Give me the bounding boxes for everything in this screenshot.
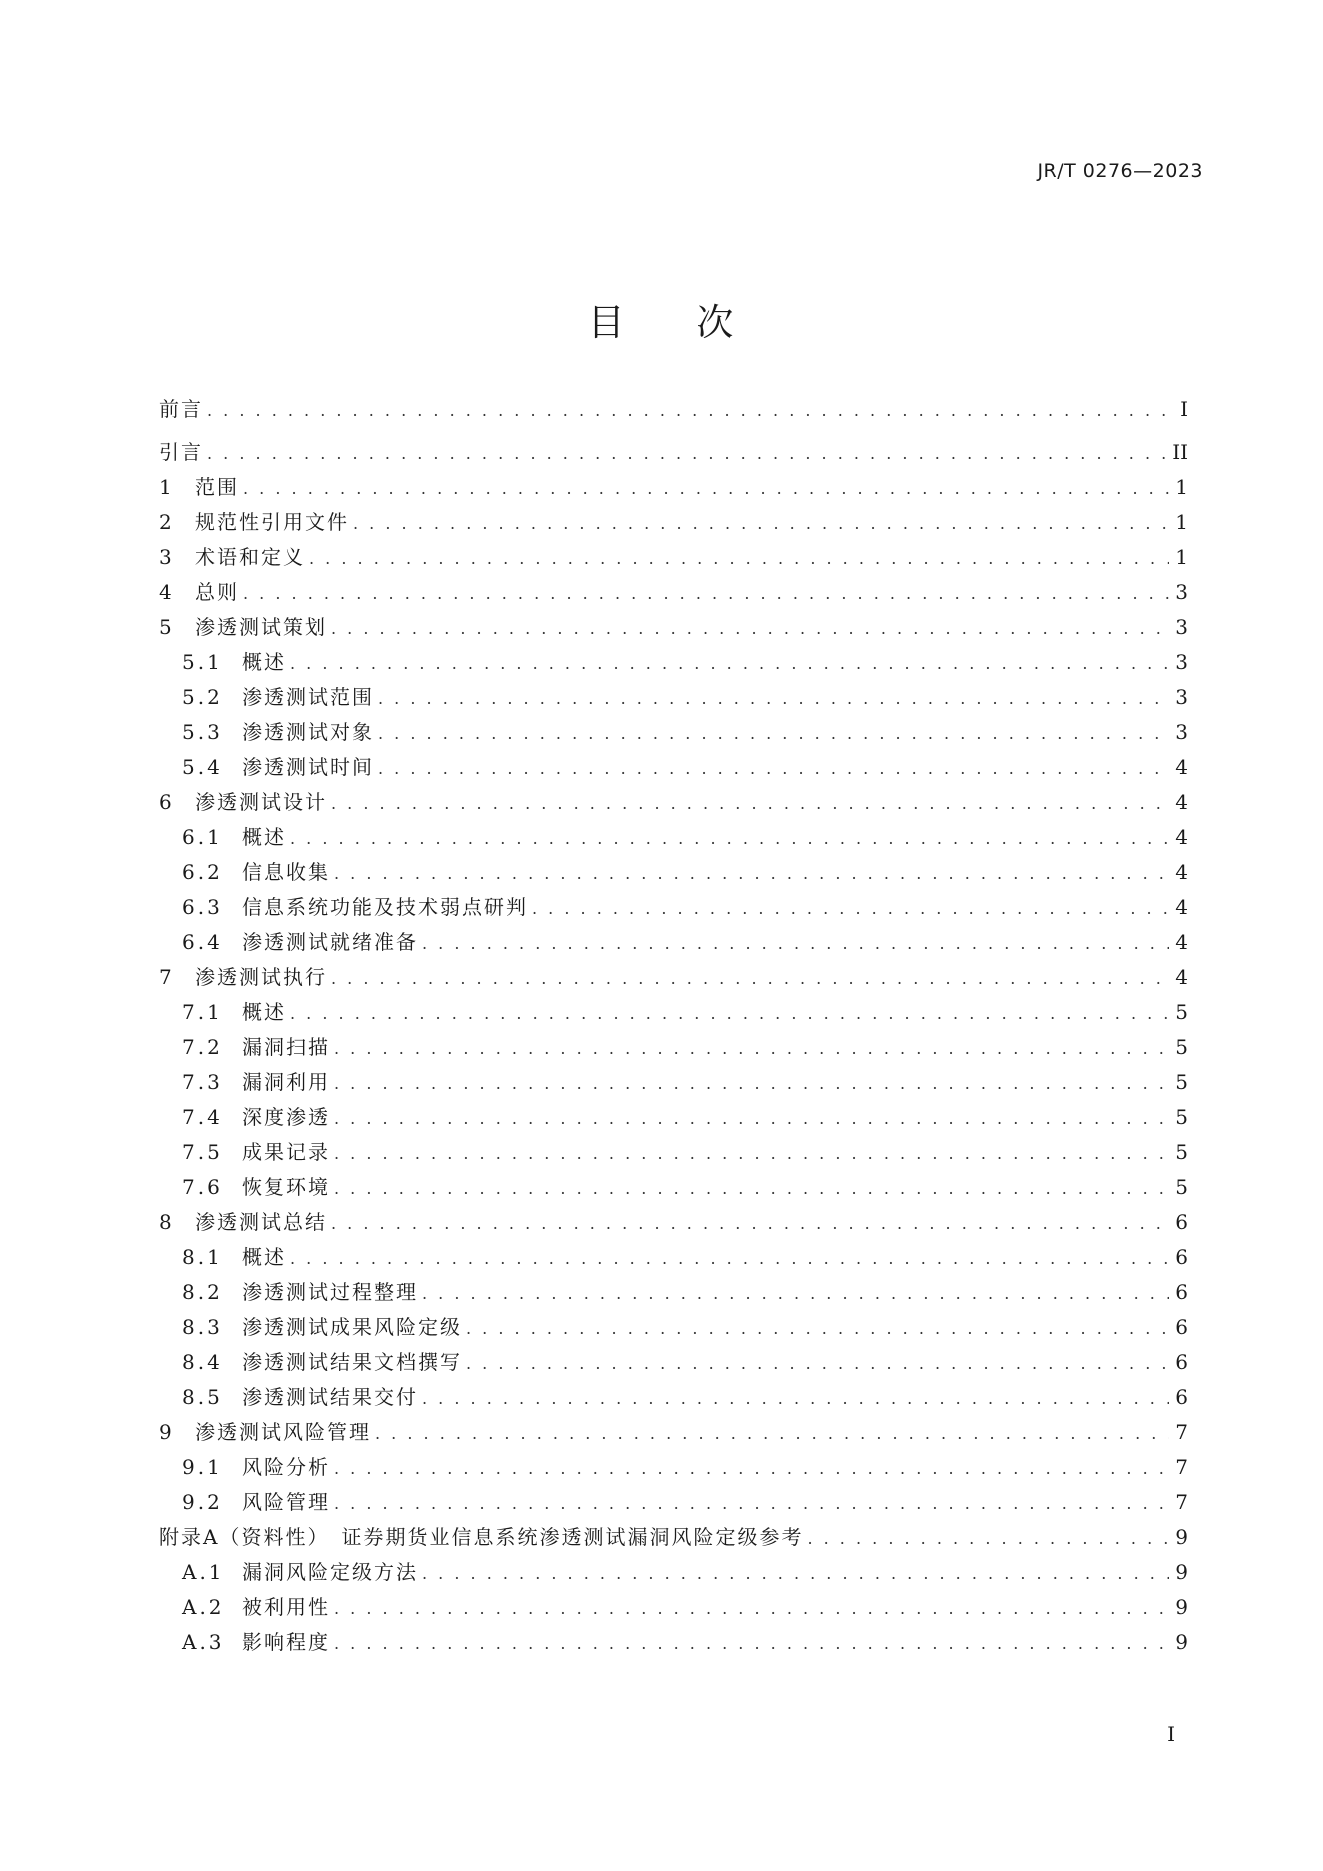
toc-entry-page: 6 bbox=[1175, 1210, 1188, 1234]
toc-dot-leader bbox=[334, 1486, 1169, 1521]
toc-entry-label: 被利用性 bbox=[242, 1595, 330, 1619]
toc-dot-leader bbox=[422, 1556, 1169, 1591]
toc-entry-page: 9 bbox=[1175, 1630, 1188, 1654]
toc-entry-number: 5.3 bbox=[182, 720, 223, 744]
toc-entry-number: 9 bbox=[159, 1420, 175, 1444]
toc-dot-leader bbox=[466, 1346, 1169, 1381]
toc-entry-page: 4 bbox=[1175, 895, 1188, 919]
toc-entry-number: 7.4 bbox=[182, 1105, 223, 1129]
toc-entry[interactable] bbox=[159, 1065, 1188, 1100]
toc-entry[interactable] bbox=[159, 855, 1188, 890]
toc-entry-page: 3 bbox=[1175, 580, 1188, 604]
toc-entry-page: 6 bbox=[1175, 1350, 1188, 1374]
toc-entry[interactable] bbox=[159, 1415, 1188, 1450]
toc-dot-leader bbox=[807, 1521, 1169, 1556]
toc-entry-page: 3 bbox=[1175, 615, 1188, 639]
toc-entry-label: 恢复环境 bbox=[242, 1175, 330, 1199]
toc-dot-leader bbox=[375, 1416, 1169, 1451]
toc-entry-page: 6 bbox=[1175, 1280, 1188, 1304]
toc-entry-page: 4 bbox=[1175, 860, 1188, 884]
toc-dot-leader bbox=[334, 1171, 1169, 1206]
toc-entry-page: 5 bbox=[1175, 1035, 1188, 1059]
page-number: I bbox=[1167, 1722, 1175, 1746]
toc-entry-number: 5.1 bbox=[182, 650, 223, 674]
toc-dot-leader bbox=[334, 1626, 1169, 1661]
toc-entry-label: 漏洞扫描 bbox=[242, 1035, 330, 1059]
toc-entry[interactable] bbox=[159, 1485, 1188, 1520]
toc-entry-page: 5 bbox=[1175, 1000, 1188, 1024]
toc-entry-page: 1 bbox=[1175, 510, 1188, 534]
toc-entry-label: 影响程度 bbox=[242, 1630, 330, 1654]
toc-entry-label: 信息收集 bbox=[242, 860, 330, 884]
toc-entry[interactable] bbox=[159, 1555, 1188, 1590]
toc-entry-page: 6 bbox=[1175, 1245, 1188, 1269]
toc-entry[interactable] bbox=[159, 750, 1188, 785]
toc-entry-label: 信息系统功能及技术弱点研判 bbox=[242, 895, 528, 919]
toc-dot-leader bbox=[334, 1591, 1169, 1626]
toc-entry[interactable] bbox=[159, 575, 1188, 610]
toc-entry[interactable] bbox=[159, 1275, 1188, 1310]
toc-dot-leader bbox=[207, 393, 1170, 428]
toc-entry-number: 6.2 bbox=[182, 860, 223, 884]
toc-entry-number: 6.1 bbox=[182, 825, 223, 849]
toc-entry-number: 5.2 bbox=[182, 685, 223, 709]
toc-entry-number: 8.4 bbox=[182, 1350, 223, 1374]
toc-entry-label: 规范性引用文件 bbox=[195, 510, 349, 534]
toc-dot-leader bbox=[353, 506, 1169, 541]
toc-dot-leader bbox=[334, 856, 1169, 891]
table-of-contents bbox=[159, 392, 1188, 1660]
toc-entry-number: 7.2 bbox=[182, 1035, 223, 1059]
toc-entry-page: II bbox=[1172, 440, 1188, 464]
toc-entry-label: 前言 bbox=[159, 397, 203, 421]
toc-dot-leader bbox=[290, 1241, 1169, 1276]
toc-entry-page: 3 bbox=[1175, 650, 1188, 674]
toc-entry-page: 9 bbox=[1175, 1595, 1188, 1619]
toc-entry[interactable] bbox=[159, 1240, 1188, 1275]
toc-entry-number: 5.4 bbox=[182, 755, 223, 779]
toc-entry[interactable] bbox=[159, 995, 1188, 1030]
toc-entry-page: 1 bbox=[1175, 545, 1188, 569]
toc-entry-page: 4 bbox=[1175, 755, 1188, 779]
toc-entry-label: 附录A（资料性） 证券期货业信息系统渗透测试漏洞风险定级参考 bbox=[159, 1525, 804, 1549]
toc-dot-leader bbox=[422, 1276, 1169, 1311]
toc-dot-leader bbox=[334, 1066, 1169, 1101]
toc-entry[interactable] bbox=[159, 715, 1188, 750]
toc-entry[interactable] bbox=[159, 1590, 1188, 1625]
toc-entry-number: 7.1 bbox=[182, 1000, 223, 1024]
toc-entry-label: 渗透测试范围 bbox=[242, 685, 374, 709]
toc-entry-label: 渗透测试过程整理 bbox=[242, 1280, 418, 1304]
toc-entry-page: 5 bbox=[1175, 1105, 1188, 1129]
toc-entry[interactable] bbox=[159, 540, 1188, 575]
toc-entry-number: 8.3 bbox=[182, 1315, 223, 1339]
toc-entry-page: 9 bbox=[1175, 1560, 1188, 1584]
toc-entry-page: 5 bbox=[1175, 1175, 1188, 1199]
toc-entry-number: 7.3 bbox=[182, 1070, 223, 1094]
toc-entry[interactable] bbox=[159, 680, 1188, 715]
toc-dot-leader bbox=[378, 681, 1169, 716]
toc-dot-leader bbox=[331, 786, 1169, 821]
toc-entry-page: 5 bbox=[1175, 1140, 1188, 1164]
toc-dot-leader bbox=[466, 1311, 1169, 1346]
toc-dot-leader bbox=[422, 1381, 1169, 1416]
toc-entry-page: 9 bbox=[1175, 1525, 1188, 1549]
toc-entry-number: A.3 bbox=[182, 1630, 225, 1654]
toc-dot-leader bbox=[309, 541, 1169, 576]
toc-entry[interactable] bbox=[159, 1310, 1188, 1345]
toc-dot-leader bbox=[290, 646, 1169, 681]
toc-dot-leader bbox=[334, 1101, 1169, 1136]
toc-entry[interactable] bbox=[159, 1520, 1188, 1555]
standard-code: JR/T 0276—2023 bbox=[1037, 160, 1203, 182]
toc-entry-label: 概述 bbox=[242, 650, 286, 674]
toc-entry-page: I bbox=[1180, 397, 1188, 421]
toc-entry-label: 概述 bbox=[242, 825, 286, 849]
toc-entry[interactable] bbox=[159, 435, 1188, 470]
toc-entry-page: 7 bbox=[1175, 1490, 1188, 1514]
toc-entry-page: 7 bbox=[1175, 1455, 1188, 1479]
toc-entry-label: 引言 bbox=[159, 440, 203, 464]
toc-dot-leader bbox=[378, 716, 1169, 751]
toc-entry-label: 概述 bbox=[242, 1000, 286, 1024]
toc-entry[interactable] bbox=[159, 960, 1188, 995]
toc-entry[interactable] bbox=[159, 1100, 1188, 1135]
toc-entry-label: 概述 bbox=[242, 1245, 286, 1269]
toc-entry-label: 渗透测试成果风险定级 bbox=[242, 1315, 462, 1339]
toc-entry-label: 渗透测试对象 bbox=[242, 720, 374, 744]
toc-dot-leader bbox=[331, 1206, 1169, 1241]
toc-entry-page: 4 bbox=[1175, 930, 1188, 954]
toc-dot-leader bbox=[334, 1451, 1169, 1486]
toc-dot-leader bbox=[290, 996, 1169, 1031]
toc-dot-leader bbox=[422, 926, 1169, 961]
toc-dot-leader bbox=[243, 576, 1169, 611]
toc-entry-number: 7.6 bbox=[182, 1175, 223, 1199]
toc-entry-label: 渗透测试就绪准备 bbox=[242, 930, 418, 954]
toc-entry-number: 7 bbox=[159, 965, 175, 989]
toc-entry-label: 漏洞利用 bbox=[242, 1070, 330, 1094]
toc-dot-leader bbox=[331, 961, 1169, 996]
toc-entry[interactable] bbox=[159, 1450, 1188, 1485]
toc-entry[interactable] bbox=[159, 1170, 1188, 1205]
toc-dot-leader bbox=[243, 471, 1169, 506]
toc-entry[interactable] bbox=[159, 820, 1188, 855]
toc-entry-page: 7 bbox=[1175, 1420, 1188, 1444]
toc-entry-label: 渗透测试设计 bbox=[195, 790, 327, 814]
toc-entry[interactable] bbox=[159, 1625, 1188, 1660]
toc-entry-label: 渗透测试风险管理 bbox=[195, 1420, 371, 1444]
toc-entry-number: 5 bbox=[159, 615, 175, 639]
toc-entry-number: 6.3 bbox=[182, 895, 223, 919]
toc-entry-page: 3 bbox=[1175, 685, 1188, 709]
toc-entry-number: 7.5 bbox=[182, 1140, 223, 1164]
toc-entry-label: 漏洞风险定级方法 bbox=[242, 1560, 418, 1584]
toc-entry-page: 6 bbox=[1175, 1385, 1188, 1409]
toc-dot-leader bbox=[378, 751, 1169, 786]
toc-entry-label: 范围 bbox=[195, 475, 239, 499]
toc-entry-label: 总则 bbox=[195, 580, 239, 604]
toc-entry[interactable] bbox=[159, 925, 1188, 960]
toc-entry-number: 9.2 bbox=[182, 1490, 223, 1514]
toc-entry-page: 4 bbox=[1175, 965, 1188, 989]
toc-entry-page: 5 bbox=[1175, 1070, 1188, 1094]
toc-entry-label: 风险管理 bbox=[242, 1490, 330, 1514]
toc-entry-number: 8.2 bbox=[182, 1280, 223, 1304]
toc-entry-number: 8.5 bbox=[182, 1385, 223, 1409]
toc-entry[interactable] bbox=[159, 645, 1188, 680]
toc-entry-number: 8 bbox=[159, 1210, 175, 1234]
toc-dot-leader bbox=[290, 821, 1169, 856]
toc-entry-number: 6 bbox=[159, 790, 175, 814]
toc-entry[interactable] bbox=[159, 392, 1188, 435]
toc-entry[interactable] bbox=[159, 785, 1188, 820]
toc-entry[interactable] bbox=[159, 1380, 1188, 1415]
toc-entry-number: 6.4 bbox=[182, 930, 223, 954]
toc-dot-leader bbox=[331, 611, 1169, 646]
toc-entry-label: 渗透测试结果文档撰写 bbox=[242, 1350, 462, 1374]
toc-entry[interactable] bbox=[159, 470, 1188, 505]
toc-entry-label: 深度渗透 bbox=[242, 1105, 330, 1129]
toc-entry-label: 渗透测试时间 bbox=[242, 755, 374, 779]
toc-entry-number: 2 bbox=[159, 510, 175, 534]
toc-entry[interactable] bbox=[159, 890, 1188, 925]
toc-dot-leader bbox=[532, 891, 1169, 926]
toc-entry-number: 9.1 bbox=[182, 1455, 223, 1479]
toc-dot-leader bbox=[334, 1136, 1169, 1171]
toc-entry-page: 1 bbox=[1175, 475, 1188, 499]
toc-entry[interactable] bbox=[159, 610, 1188, 645]
toc-entry-label: 成果记录 bbox=[242, 1140, 330, 1164]
toc-entry-number: A.1 bbox=[182, 1560, 225, 1584]
toc-entry-number: 3 bbox=[159, 545, 175, 569]
toc-entry-label: 渗透测试总结 bbox=[195, 1210, 327, 1234]
toc-entry-page: 3 bbox=[1175, 720, 1188, 744]
toc-entry-label: 渗透测试执行 bbox=[195, 965, 327, 989]
toc-entry-page: 4 bbox=[1175, 825, 1188, 849]
toc-entry[interactable] bbox=[159, 1205, 1188, 1240]
toc-entry-number: 1 bbox=[159, 475, 175, 499]
toc-entry-number: 8.1 bbox=[182, 1245, 223, 1269]
page-title: 目 次 bbox=[587, 301, 736, 344]
toc-entry-label: 术语和定义 bbox=[195, 545, 305, 569]
toc-entry[interactable] bbox=[159, 1345, 1188, 1380]
toc-entry-number: 4 bbox=[159, 580, 175, 604]
toc-entry-page: 4 bbox=[1175, 790, 1188, 814]
toc-entry[interactable] bbox=[159, 505, 1188, 540]
toc-entry-label: 风险分析 bbox=[242, 1455, 330, 1479]
toc-dot-leader bbox=[334, 1031, 1169, 1066]
toc-entry-number: A.2 bbox=[182, 1595, 225, 1619]
toc-entry-label: 渗透测试策划 bbox=[195, 615, 327, 639]
toc-entry-label: 渗透测试结果交付 bbox=[242, 1385, 418, 1409]
toc-entry[interactable] bbox=[159, 1030, 1188, 1065]
toc-entry[interactable] bbox=[159, 1135, 1188, 1170]
toc-entry-page: 6 bbox=[1175, 1315, 1188, 1339]
toc-dot-leader bbox=[207, 436, 1166, 471]
